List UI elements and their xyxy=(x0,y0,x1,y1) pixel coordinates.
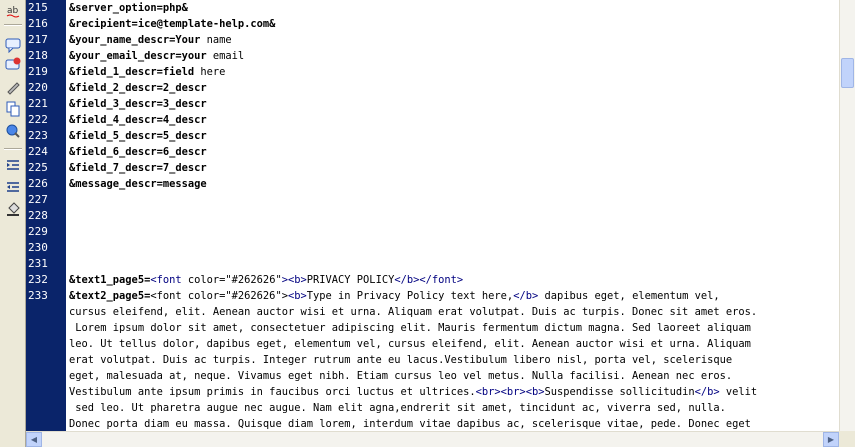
code-text: erat volutpat. Duis ac turpis. Integer rutrum ante eu lacus.Vestibulum libero nisl, porta vel, scelerisque xyxy=(69,354,733,366)
code-text: name xyxy=(200,34,232,46)
code-text: here xyxy=(194,66,226,78)
code-tag: > xyxy=(281,274,288,286)
line-number-gutter xyxy=(26,0,66,431)
code-text: Donec porta diam eu massa. Quisque diam lorem, interdum vitae dapibus ac, scelerisque vitae, pede. Donec eget xyxy=(69,418,751,430)
code-text: Vestibulum ante ipsum primis in faucibus orci luctus et ultrices. xyxy=(69,386,476,398)
code-line xyxy=(66,416,839,431)
line-number: 216 xyxy=(28,17,48,30)
line-number: 223 xyxy=(28,129,48,142)
code-text: Suspendisse sollicitudin xyxy=(544,386,695,398)
code-text: email xyxy=(206,50,245,62)
vertical-scroll-thumb[interactable] xyxy=(841,58,854,88)
code-text: &message_descr=message xyxy=(69,178,207,190)
line-number xyxy=(26,416,66,431)
code-text: leo. Ut tellus dolor, dapibus eget, elementum vel, cursus eleifend, elit. Aenean auctor wisi et urna. Aliquam xyxy=(69,338,751,350)
line-number xyxy=(26,336,66,352)
line-number: 228 xyxy=(28,209,48,222)
line-number xyxy=(26,384,66,400)
code-line xyxy=(66,48,839,64)
line-number: 233 xyxy=(28,289,48,302)
code-tag: <br> xyxy=(475,386,501,398)
line-number: 231 xyxy=(28,257,48,270)
code-line xyxy=(66,208,839,224)
code-line xyxy=(66,288,839,304)
horizontal-scrollbar[interactable] xyxy=(26,431,839,447)
code-text: &field_4_descr=4_descr xyxy=(69,114,207,126)
code-text: color="#262626" xyxy=(181,274,282,286)
line-number: 215 xyxy=(28,1,48,14)
code-tag: <b> xyxy=(525,386,545,398)
code-text: cursus eleifend, elit. Aenean auctor wisi et urna. Aliquam erat volutpat. Duis ac turpis. Donec sit amet eros. xyxy=(69,306,758,318)
code-tag: </b> xyxy=(694,386,720,398)
code-line xyxy=(66,144,839,160)
code-line xyxy=(66,112,839,128)
spell-check-icon[interactable] xyxy=(3,2,23,20)
code-line xyxy=(66,304,839,320)
code-text: &field_6_descr=6_descr xyxy=(69,146,207,158)
code-line xyxy=(66,160,839,176)
line-number xyxy=(26,304,66,320)
line-number xyxy=(26,368,66,384)
code-line xyxy=(66,336,839,352)
code-line xyxy=(66,176,839,192)
code-text: &field_7_descr=7_descr xyxy=(69,162,207,174)
code-text: velit xyxy=(719,386,758,398)
editor-toolbar xyxy=(0,0,26,447)
line-number: 232 xyxy=(28,273,48,286)
code-line xyxy=(66,128,839,144)
code-text: sed leo. Ut pharetra augue nec augue. Nam elit agna,endrerit sit amet, tincidunt ac, viverra sed, nulla. xyxy=(69,402,726,414)
line-number: 226 xyxy=(28,177,48,190)
code-line xyxy=(66,192,839,208)
code-text: Type in Privacy Policy text here, xyxy=(306,290,514,302)
code-text: <font color="#262626"> xyxy=(150,290,288,302)
code-line xyxy=(66,272,839,288)
code-line xyxy=(66,320,839,336)
code-line xyxy=(66,0,839,16)
code-line xyxy=(66,80,839,96)
code-line xyxy=(66,96,839,112)
code-tag: <br> xyxy=(500,386,526,398)
line-number xyxy=(26,352,66,368)
find-icon[interactable] xyxy=(3,122,23,140)
code-tag: </b> xyxy=(513,290,539,302)
scroll-right-arrow-icon: ▶ xyxy=(827,435,835,444)
code-line xyxy=(66,256,839,272)
code-text: &text2_page5= xyxy=(69,290,151,302)
outdent-icon[interactable] xyxy=(3,178,23,196)
code-text: &text1_page5= xyxy=(69,274,151,286)
scrollbar-corner xyxy=(839,431,855,447)
code-line xyxy=(66,32,839,48)
code-tag: </font> xyxy=(419,274,464,286)
line-number: 229 xyxy=(28,225,48,238)
vertical-scrollbar[interactable] xyxy=(839,0,855,431)
line-number: 218 xyxy=(28,49,48,62)
code-text: &server_option=php& xyxy=(69,2,188,14)
code-line xyxy=(66,16,839,32)
code-line xyxy=(66,64,839,80)
scroll-left-arrow-icon: ◀ xyxy=(30,435,38,444)
scroll-left-button[interactable] xyxy=(26,432,42,447)
code-line xyxy=(66,400,839,416)
code-tag: <font xyxy=(150,274,182,286)
code-text: &your_name_descr=Your xyxy=(69,34,201,46)
svg-text:ab: ab xyxy=(7,6,19,16)
code-line xyxy=(66,224,839,240)
line-number xyxy=(26,320,66,336)
code-tag: <b> xyxy=(287,290,307,302)
code-text: &field_1_descr=field xyxy=(69,66,195,78)
fill-icon[interactable] xyxy=(3,200,23,218)
line-number: 225 xyxy=(28,161,48,174)
toolbar-separator xyxy=(4,24,22,26)
code-editor[interactable] xyxy=(66,0,839,431)
delete-comment-icon[interactable] xyxy=(3,56,23,74)
line-number: 219 xyxy=(28,65,48,78)
line-number: 217 xyxy=(28,33,48,46)
code-text: eget, malesuada at, neque. Vivamus eget nibh. Etiam cursus leo vel metus. Nulla facilisi. Aenean nec eros. xyxy=(69,370,733,382)
line-number: 221 xyxy=(28,97,48,110)
code-text: &recipient=ice@template-help.com& xyxy=(69,18,276,30)
edit-icon[interactable] xyxy=(3,78,23,96)
line-number: 220 xyxy=(28,81,48,94)
code-line xyxy=(66,384,839,400)
code-text: PRIVACY POLICY xyxy=(306,274,395,286)
code-text: &field_3_descr=3_descr xyxy=(69,98,207,110)
comment-icon[interactable] xyxy=(3,36,23,54)
code-text: &field_5_descr=5_descr xyxy=(69,130,207,142)
code-text: &field_2_descr=2_descr xyxy=(69,82,207,94)
code-line xyxy=(66,368,839,384)
line-number: 222 xyxy=(28,113,48,126)
code-line xyxy=(66,240,839,256)
indent-icon[interactable] xyxy=(3,156,23,174)
code-line xyxy=(66,352,839,368)
code-text: &your_email_descr=your xyxy=(69,50,207,62)
line-number: 224 xyxy=(28,145,48,158)
line-number xyxy=(26,400,66,416)
copy-icon[interactable] xyxy=(3,100,23,118)
code-text: dapibus eget, elementum vel, xyxy=(538,290,720,302)
toolbar-separator xyxy=(4,148,22,150)
scroll-right-button[interactable] xyxy=(823,432,839,447)
code-text: Lorem ipsum dolor sit amet, consectetuer adipiscing elit. Mauris fermentum dictum magna. Sed laoreet aliquam xyxy=(69,322,751,334)
code-tag: </b> xyxy=(394,274,420,286)
line-number: 227 xyxy=(28,193,48,206)
line-number: 230 xyxy=(28,241,48,254)
code-tag: <b> xyxy=(287,274,307,286)
